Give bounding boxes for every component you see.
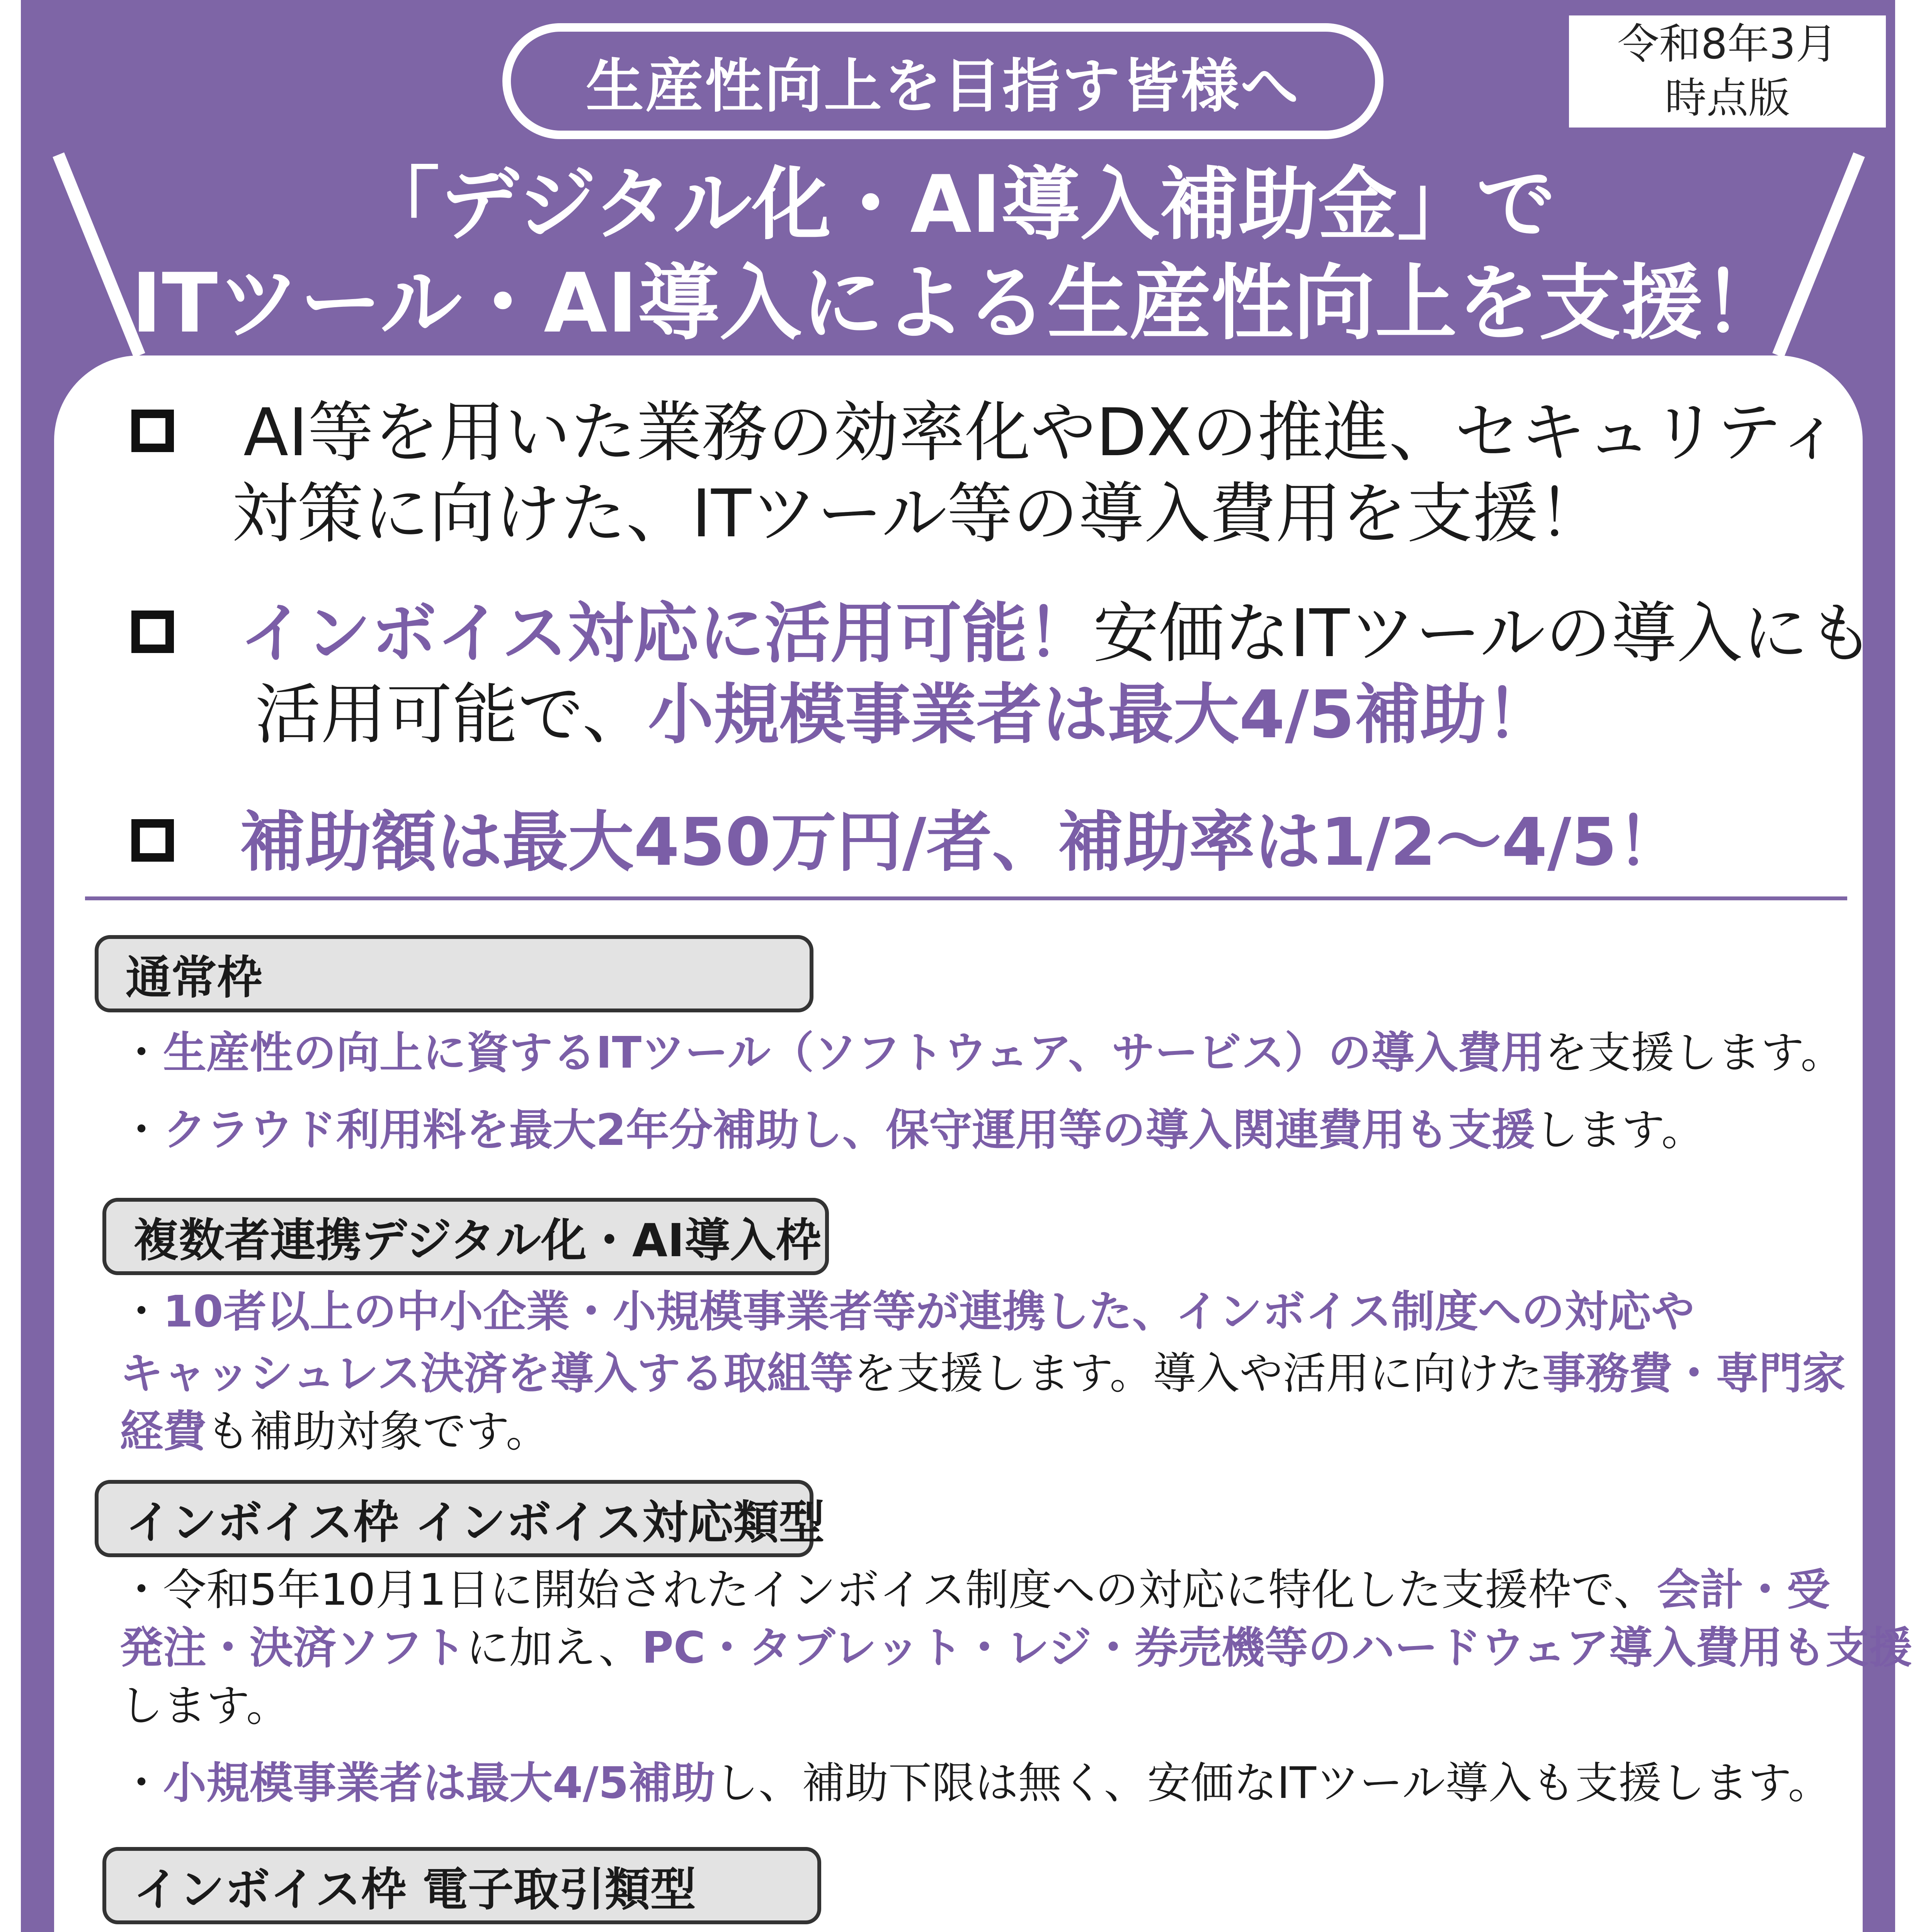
highlight-3: 補助額は最大450万円/者、補助率は1/2～4/5！ <box>240 804 1683 881</box>
plain-text: ・令和5年10月1日に開始されたインボイス制度への対応に特化した支援枠で、 <box>120 1565 1657 1615</box>
section-1-line2 <box>120 1101 1705 1159</box>
emphasis-text: PC・タブレット・レジ・券売機等のハードウェア導入費用も支援 <box>642 1623 1913 1673</box>
section-2-line2 <box>120 1345 1845 1403</box>
highlight-2-text: 安価なITツールの導入にも <box>1093 595 1874 672</box>
section-1-line1 <box>120 1024 1844 1082</box>
plain-text: します。 <box>120 1681 290 1731</box>
main-title-line1: 「デジタル化・AI導入補助金」で <box>360 159 1556 251</box>
emphasis-text: 生産性の向上に資するITツール（ソフトウェア、サービス）の導入費用 <box>163 1028 1545 1078</box>
highlight-2-text2: 活用可能で、 <box>255 677 648 753</box>
emphasis-text: 小規模事業者は最大4/5補助 <box>163 1758 715 1808</box>
highlight-2-emphasis: インボイス対応に活用可能！ <box>240 595 1093 672</box>
emphasis-text: 発注・決済ソフト <box>120 1623 466 1673</box>
edition-date: 令和8年3月 <box>1617 20 1838 68</box>
highlight-1-line2: 対策に向けた、ITツール等の導入費用を支援！ <box>232 476 1604 552</box>
section-2-line3 <box>120 1403 549 1461</box>
checkbox-icon <box>131 611 174 653</box>
emphasis-text: 事務費・専門家 <box>1542 1349 1846 1399</box>
plain-text: に加え、 <box>466 1623 642 1673</box>
plain-text: します。 <box>1535 1105 1705 1155</box>
checkbox-icon <box>131 410 174 452</box>
bullet-dot: ・ <box>120 1028 163 1078</box>
emphasis-text: キャッシュレス決済を導入する取組等 <box>120 1349 854 1399</box>
bullet-dot: ・ <box>120 1105 163 1155</box>
section-3-line1 <box>120 1561 1830 1619</box>
main-title-line2: ITツール・AI導入による生産性向上を支援！ <box>131 255 1785 351</box>
section-divider <box>85 896 1847 900</box>
emphasis-text: 会計・受 <box>1657 1565 1830 1615</box>
section-tag-invoice-type: インボイス枠 インボイス対応類型 <box>95 1480 813 1557</box>
bullet-dot: ・ <box>120 1758 163 1808</box>
plain-text: し、補助下限は無く、安価なITツール導入も支援します。 <box>715 1758 1831 1808</box>
highlight-2-emphasis2: 小規模事業者は最大4/5補助！ <box>648 677 1552 753</box>
section-3-line2 <box>120 1619 1912 1677</box>
emphasis-text: 10者以上の中小企業・小規模事業者等が連携した、インボイス制度への対応や <box>163 1287 1695 1337</box>
highlight-2-line1 <box>240 591 1874 676</box>
plain-text: を支援します。導入や活用に向けた <box>853 1349 1543 1399</box>
edition-date-box <box>1569 15 1886 128</box>
checkbox-icon <box>131 819 174 862</box>
section-3-line4 <box>120 1754 1831 1812</box>
section-tag-standard: 通常枠 <box>95 935 813 1012</box>
section-3-line3 <box>120 1677 289 1735</box>
section-tag-multi-company: 複数者連携デジタル化・AI導入枠 <box>102 1198 829 1275</box>
section-2-line1 <box>120 1283 1695 1341</box>
bullet-dot: ・ <box>120 1287 163 1337</box>
section-tag-e-transaction: インボイス枠 電子取引類型 <box>102 1847 821 1924</box>
emphasis-text: 経費 <box>120 1406 206 1457</box>
highlight-1-line1: AI等を用いた業務の効率化やDXの推進、セキュリティ <box>243 395 1842 471</box>
emphasis-text: クラウド利用料を最大2年分補助し、保守運用等の導入関連費用も支援 <box>163 1105 1535 1155</box>
plain-text: も補助対象です。 <box>206 1406 550 1457</box>
header-oval-label: 生産性向上を目指す皆様へ <box>502 23 1383 139</box>
edition-note: 時点版 <box>1664 74 1790 122</box>
plain-text: を支援します。 <box>1544 1028 1844 1078</box>
highlight-2-line2 <box>255 672 1552 757</box>
